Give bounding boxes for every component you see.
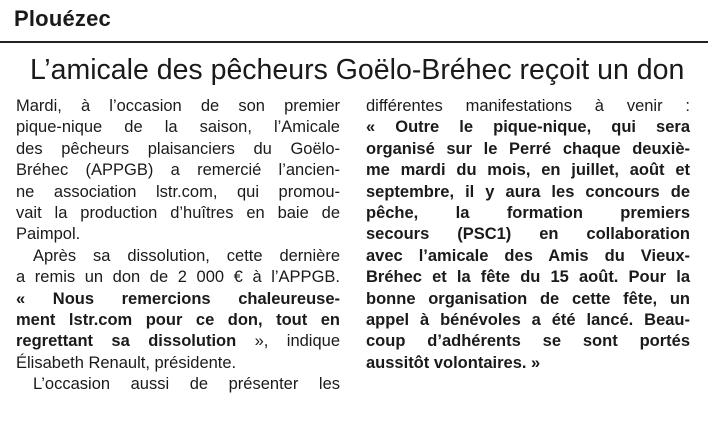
header-rule (0, 41, 708, 43)
text-line: vait la production d’huîtres en baie de (16, 203, 340, 222)
quote-line: organisé sur le Perré chaque deuxiè- (366, 139, 690, 158)
text-line: Bréhec (APPGB) a remercié l’ancien- (16, 161, 340, 180)
article-headline: L’amicale des pêcheurs Goëlo-Bréhec reçoit un don (30, 54, 685, 86)
quote-line: ment lstr.com pour ce don, tout en (16, 310, 340, 329)
text-line: L’occasion aussi de présenter les (33, 375, 340, 394)
quote-line: appel à bénévoles a été lancé. Beau- (366, 310, 690, 329)
text-line: Mardi, à l’occasion de son premier (16, 97, 340, 115)
quote-line: bonne organisation de cette fête, un (366, 289, 690, 308)
text-line (16, 331, 340, 352)
section-kicker: Plouézec (14, 6, 111, 31)
quote-line: septembre, il y aura les concours de (366, 182, 690, 201)
quote-line: aussitôt volontaires. » (366, 353, 541, 372)
quote-line: secours (PSC1) en collaboration (366, 225, 690, 244)
text-line: Paimpol. (16, 225, 81, 244)
quote-line: « Outre le pique-nique, qui sera (366, 118, 690, 137)
text-line: des pêcheurs plaisanciers du Goëlo- (16, 139, 340, 158)
quote-line: Bréhec et la fête du 15 août. Pour la (366, 268, 690, 287)
quote-line: « Nous remercions chaleureuse- (16, 289, 340, 308)
text-line: a remis un don de 2 000 € à l’APPGB. (16, 268, 340, 287)
text-line: Élisabeth Renault, présidente. (16, 353, 237, 372)
quote-line: avec l’amicale des Amis du Vieux- (366, 246, 690, 265)
article-column-left (16, 96, 340, 395)
quote-line: coup d’adhérents se sont portés (366, 332, 690, 351)
quote-line: me mardi du mois, en juillet, août et (366, 161, 690, 180)
text-line: Après sa dissolution, cette dernière (33, 246, 340, 265)
quote-line: pêche, la formation premiers (366, 203, 690, 222)
text-fragment: », indique (254, 332, 340, 351)
text-line: ne association lstr.com, qui promou- (16, 182, 340, 201)
article-column-right (366, 96, 690, 374)
text-line: différentes manifestations à venir : (366, 97, 690, 115)
text-line: pique-nique de la saison, l’Amicale (16, 118, 340, 137)
quote-fragment: regrettant sa dissolution (16, 332, 237, 351)
